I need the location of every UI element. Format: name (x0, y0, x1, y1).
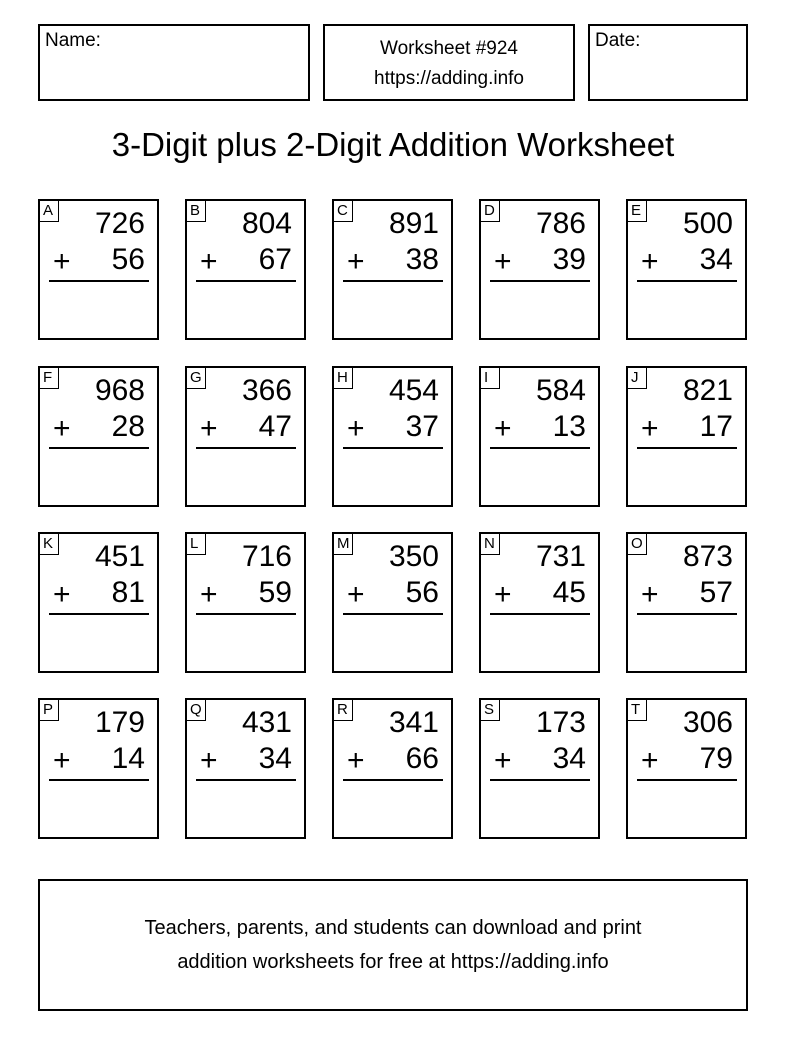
bottom-addend: 67 (258, 243, 292, 276)
bottom-addend: 34 (699, 243, 733, 276)
answer-line (196, 447, 296, 449)
answer-line (637, 779, 737, 781)
problem-card[interactable] (479, 366, 600, 507)
bottom-addend: 56 (405, 576, 439, 609)
top-addend: 454 (388, 374, 439, 407)
plus-sign: + (641, 744, 659, 777)
name-label: Name: (45, 30, 101, 51)
problem-card[interactable] (38, 532, 159, 673)
problem-label: E (627, 200, 647, 222)
bottom-addend: 14 (111, 742, 145, 775)
answer-line (49, 280, 149, 282)
problem-card[interactable] (626, 366, 747, 507)
top-addend: 431 (241, 706, 292, 739)
top-addend: 968 (94, 374, 145, 407)
bottom-addend: 59 (258, 576, 292, 609)
plus-sign: + (494, 578, 512, 611)
top-addend: 716 (241, 540, 292, 573)
problem-card[interactable] (185, 532, 306, 673)
plus-sign: + (494, 412, 512, 445)
problem-card[interactable] (479, 532, 600, 673)
bottom-addend: 38 (405, 243, 439, 276)
problem-card[interactable] (479, 698, 600, 839)
problem-label: H (333, 367, 353, 389)
answer-line (490, 447, 590, 449)
bottom-addend: 56 (111, 243, 145, 276)
plus-sign: + (347, 412, 365, 445)
plus-sign: + (200, 744, 218, 777)
bottom-addend: 34 (258, 742, 292, 775)
top-addend: 726 (94, 207, 145, 240)
problem-card[interactable] (479, 199, 600, 340)
answer-line (490, 613, 590, 615)
problem-card[interactable] (38, 698, 159, 839)
problem-label: A (39, 200, 59, 222)
date-field[interactable] (588, 24, 748, 101)
answer-line (49, 779, 149, 781)
plus-sign: + (347, 578, 365, 611)
bottom-addend: 81 (111, 576, 145, 609)
problem-card[interactable] (38, 366, 159, 507)
top-addend: 173 (535, 706, 586, 739)
plus-sign: + (53, 744, 71, 777)
plus-sign: + (641, 578, 659, 611)
problem-card[interactable] (332, 199, 453, 340)
top-addend: 731 (535, 540, 586, 573)
top-addend: 584 (535, 374, 586, 407)
top-addend: 500 (682, 207, 733, 240)
problem-card[interactable] (185, 366, 306, 507)
problem-label: D (480, 200, 500, 222)
bottom-addend: 28 (111, 410, 145, 443)
problem-label: N (480, 533, 500, 555)
answer-line (343, 779, 443, 781)
top-addend: 350 (388, 540, 439, 573)
plus-sign: + (494, 245, 512, 278)
answer-line (637, 613, 737, 615)
top-addend: 891 (388, 207, 439, 240)
bottom-addend: 57 (699, 576, 733, 609)
bottom-addend: 34 (552, 742, 586, 775)
problem-card[interactable] (185, 199, 306, 340)
footer-box (38, 879, 748, 1011)
top-addend: 366 (241, 374, 292, 407)
plus-sign: + (494, 744, 512, 777)
bottom-addend: 79 (699, 742, 733, 775)
problem-label: P (39, 699, 59, 721)
problem-label: Q (186, 699, 206, 721)
problem-card[interactable] (626, 532, 747, 673)
bottom-addend: 17 (699, 410, 733, 443)
answer-line (49, 613, 149, 615)
problem-label: I (480, 367, 500, 389)
problem-label: G (186, 367, 206, 389)
problem-card[interactable] (626, 698, 747, 839)
problem-label: T (627, 699, 647, 721)
problem-label: O (627, 533, 647, 555)
top-addend: 821 (682, 374, 733, 407)
plus-sign: + (347, 245, 365, 278)
bottom-addend: 47 (258, 410, 292, 443)
plus-sign: + (53, 578, 71, 611)
problem-label: S (480, 699, 500, 721)
bottom-addend: 45 (552, 576, 586, 609)
answer-line (637, 447, 737, 449)
plus-sign: + (641, 412, 659, 445)
answer-line (196, 779, 296, 781)
plus-sign: + (200, 578, 218, 611)
answer-line (343, 613, 443, 615)
problem-label: M (333, 533, 353, 555)
answer-line (490, 280, 590, 282)
bottom-addend: 37 (405, 410, 439, 443)
bottom-addend: 66 (405, 742, 439, 775)
problem-label: K (39, 533, 59, 555)
footer-line-1: Teachers, parents, and students can download and print (144, 917, 642, 939)
answer-line (637, 280, 737, 282)
problem-card[interactable] (332, 366, 453, 507)
answer-line (196, 613, 296, 615)
worksheet-info-box (323, 24, 575, 101)
worksheet-number: Worksheet #924 (379, 38, 518, 59)
answer-line (196, 280, 296, 282)
problem-label: C (333, 200, 353, 222)
date-label: Date: (595, 30, 641, 51)
problem-card[interactable] (185, 698, 306, 839)
top-addend: 341 (388, 706, 439, 739)
bottom-addend: 13 (552, 410, 586, 443)
problem-label: J (627, 367, 647, 389)
problem-card[interactable] (332, 698, 453, 839)
answer-line (490, 779, 590, 781)
problem-label: L (186, 533, 206, 555)
top-addend: 179 (94, 706, 145, 739)
answer-line (49, 447, 149, 449)
footer-line-2: addition worksheets for free at https://adding.info (177, 951, 609, 973)
worksheet-url: https://adding.info (374, 68, 524, 89)
plus-sign: + (641, 245, 659, 278)
plus-sign: + (53, 412, 71, 445)
problem-label: R (333, 699, 353, 721)
problem-label: B (186, 200, 206, 222)
plus-sign: + (200, 245, 218, 278)
top-addend: 786 (535, 207, 586, 240)
top-addend: 306 (682, 706, 733, 739)
plus-sign: + (347, 744, 365, 777)
name-field[interactable] (38, 24, 310, 101)
bottom-addend: 39 (552, 243, 586, 276)
answer-line (343, 447, 443, 449)
answer-line (343, 280, 443, 282)
problem-card[interactable] (332, 532, 453, 673)
top-addend: 873 (682, 540, 733, 573)
page-title: 3-Digit plus 2-Digit Addition Worksheet (111, 126, 675, 163)
problem-label: F (39, 367, 59, 389)
plus-sign: + (200, 412, 218, 445)
problem-card[interactable] (38, 199, 159, 340)
top-addend: 451 (94, 540, 145, 573)
problem-card[interactable] (626, 199, 747, 340)
top-addend: 804 (241, 207, 292, 240)
plus-sign: + (53, 245, 71, 278)
